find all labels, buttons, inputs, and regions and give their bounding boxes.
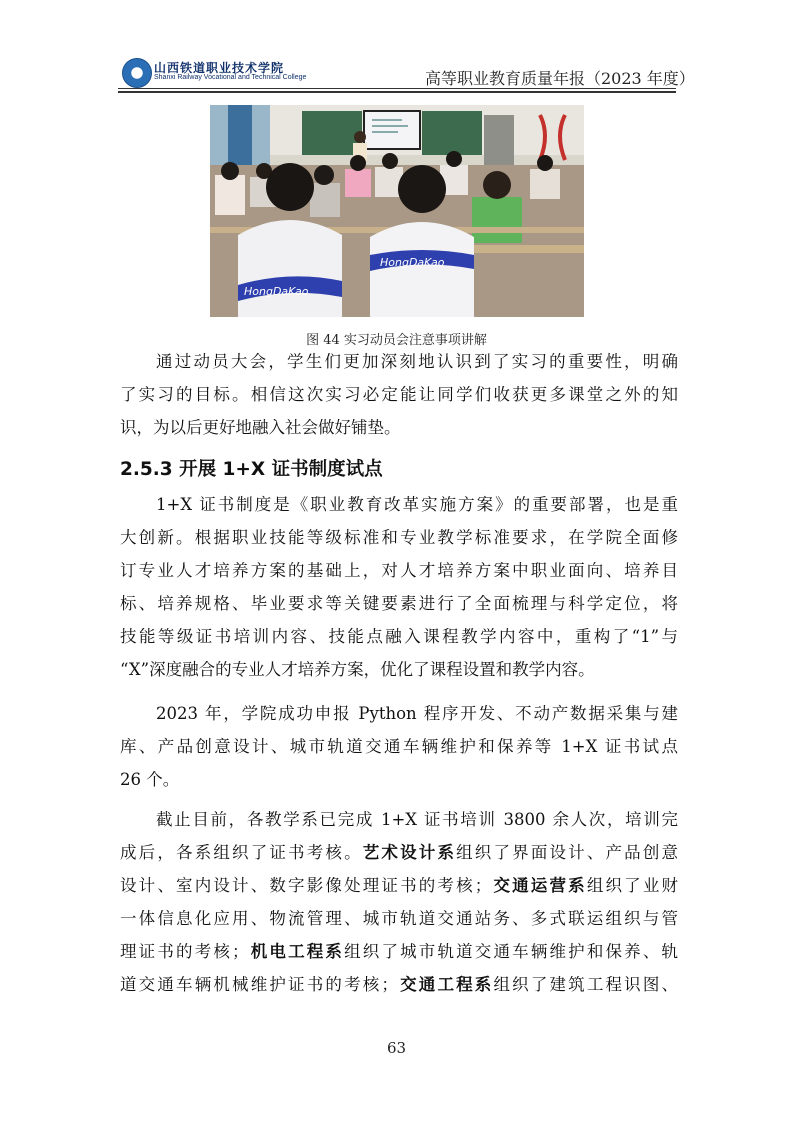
- text-line: 识，为以后更好地融入社会做好铺垫。: [120, 418, 401, 437]
- text-run: 组织了界面设计、产品创意: [456, 843, 679, 862]
- text-line: 了实习的目标。相信这次实习必定能让同学们收获更多课堂之外的知: [120, 385, 678, 404]
- report-title: 高等职业教育质量年报（2023 年度）: [425, 69, 695, 88]
- text-line: 库、产品创意设计、城市轨道交通车辆维护和保养等 1+X 证书试点: [120, 737, 678, 756]
- paragraph-2: [120, 488, 678, 686]
- header-divider-thick: [118, 91, 676, 93]
- text-line: 1+X 证书制度是《职业教育改革实施方案》的重要部署，也是重: [156, 495, 678, 514]
- text-line: 订专业人才培养方案的基础上，对人才培养方案中职业面向、培养目: [120, 561, 678, 580]
- text-line: [120, 836, 678, 869]
- text-line: 技能等级证书培训内容、技能点融入课程教学内容中，重构了“1”与: [120, 627, 678, 646]
- school-name-cn: 山西铁道职业技术学院: [154, 61, 285, 75]
- text-line: 一体信息化应用、物流管理、城市轨道交通站务、多式联运组织与管: [120, 909, 678, 928]
- paragraph-3: [120, 697, 678, 796]
- text-run: 组织了城市轨道交通车辆维护和保养、轨: [344, 942, 679, 961]
- text-run: 理证书的考核；: [120, 942, 249, 961]
- text-line: [120, 935, 678, 968]
- department-name: 交通工程系: [397, 975, 494, 994]
- school-name-en: Shanxi Railway Vocational and Technical College: [154, 74, 307, 81]
- department-name: 机电工程系: [248, 942, 345, 961]
- paragraph-1: [120, 345, 678, 444]
- page-number: 63: [386, 1039, 407, 1057]
- classroom-photo: [210, 105, 584, 317]
- school-logo: [122, 58, 152, 88]
- text-line: 截止目前，各教学系已完成 1+X 证书培训 3800 余人次，培训完: [156, 810, 678, 829]
- text-run: 道交通车辆机械维护证书的考核；: [120, 975, 398, 994]
- department-name: 艺术设计系: [362, 843, 457, 862]
- paragraph-4: [120, 803, 678, 1001]
- shirt-print-right: HongDaKao: [380, 256, 445, 269]
- text-run: 设计、室内设计、数字影像处理证书的考核；: [120, 876, 492, 895]
- header-divider: [118, 88, 676, 89]
- figure-caption: 图 44 实习动员会注意事项讲解: [306, 333, 487, 348]
- section-heading: 2.5.3 开展 1+X 证书制度试点: [120, 459, 383, 480]
- text-line: “X”深度融合的专业人才培养方案，优化了课程设置和教学内容。: [120, 660, 595, 679]
- text-run: 成后，各系组织了证书考核。: [120, 843, 363, 862]
- text-line: 通过动员大会，学生们更加深刻地认识到了实习的重要性，明确: [156, 352, 678, 371]
- shirt-print-left: HongDaKao: [244, 285, 309, 298]
- text-line: [120, 869, 678, 902]
- text-run: 组织了业财: [586, 876, 679, 895]
- text-line: [120, 968, 678, 1001]
- text-line: 大创新。根据职业技能等级标准和专业教学标准要求，在学院全面修: [120, 528, 678, 547]
- text-run: 组织了建筑工程识图、: [493, 975, 679, 994]
- text-line: 26 个。: [120, 770, 180, 789]
- department-name: 交通运营系: [491, 876, 587, 895]
- text-line: 标、培养规格、毕业要求等关键要素进行了全面梳理与科学定位，将: [120, 594, 678, 613]
- text-line: 2023 年，学院成功申报 Python 程序开发、不动产数据采集与建: [156, 704, 678, 723]
